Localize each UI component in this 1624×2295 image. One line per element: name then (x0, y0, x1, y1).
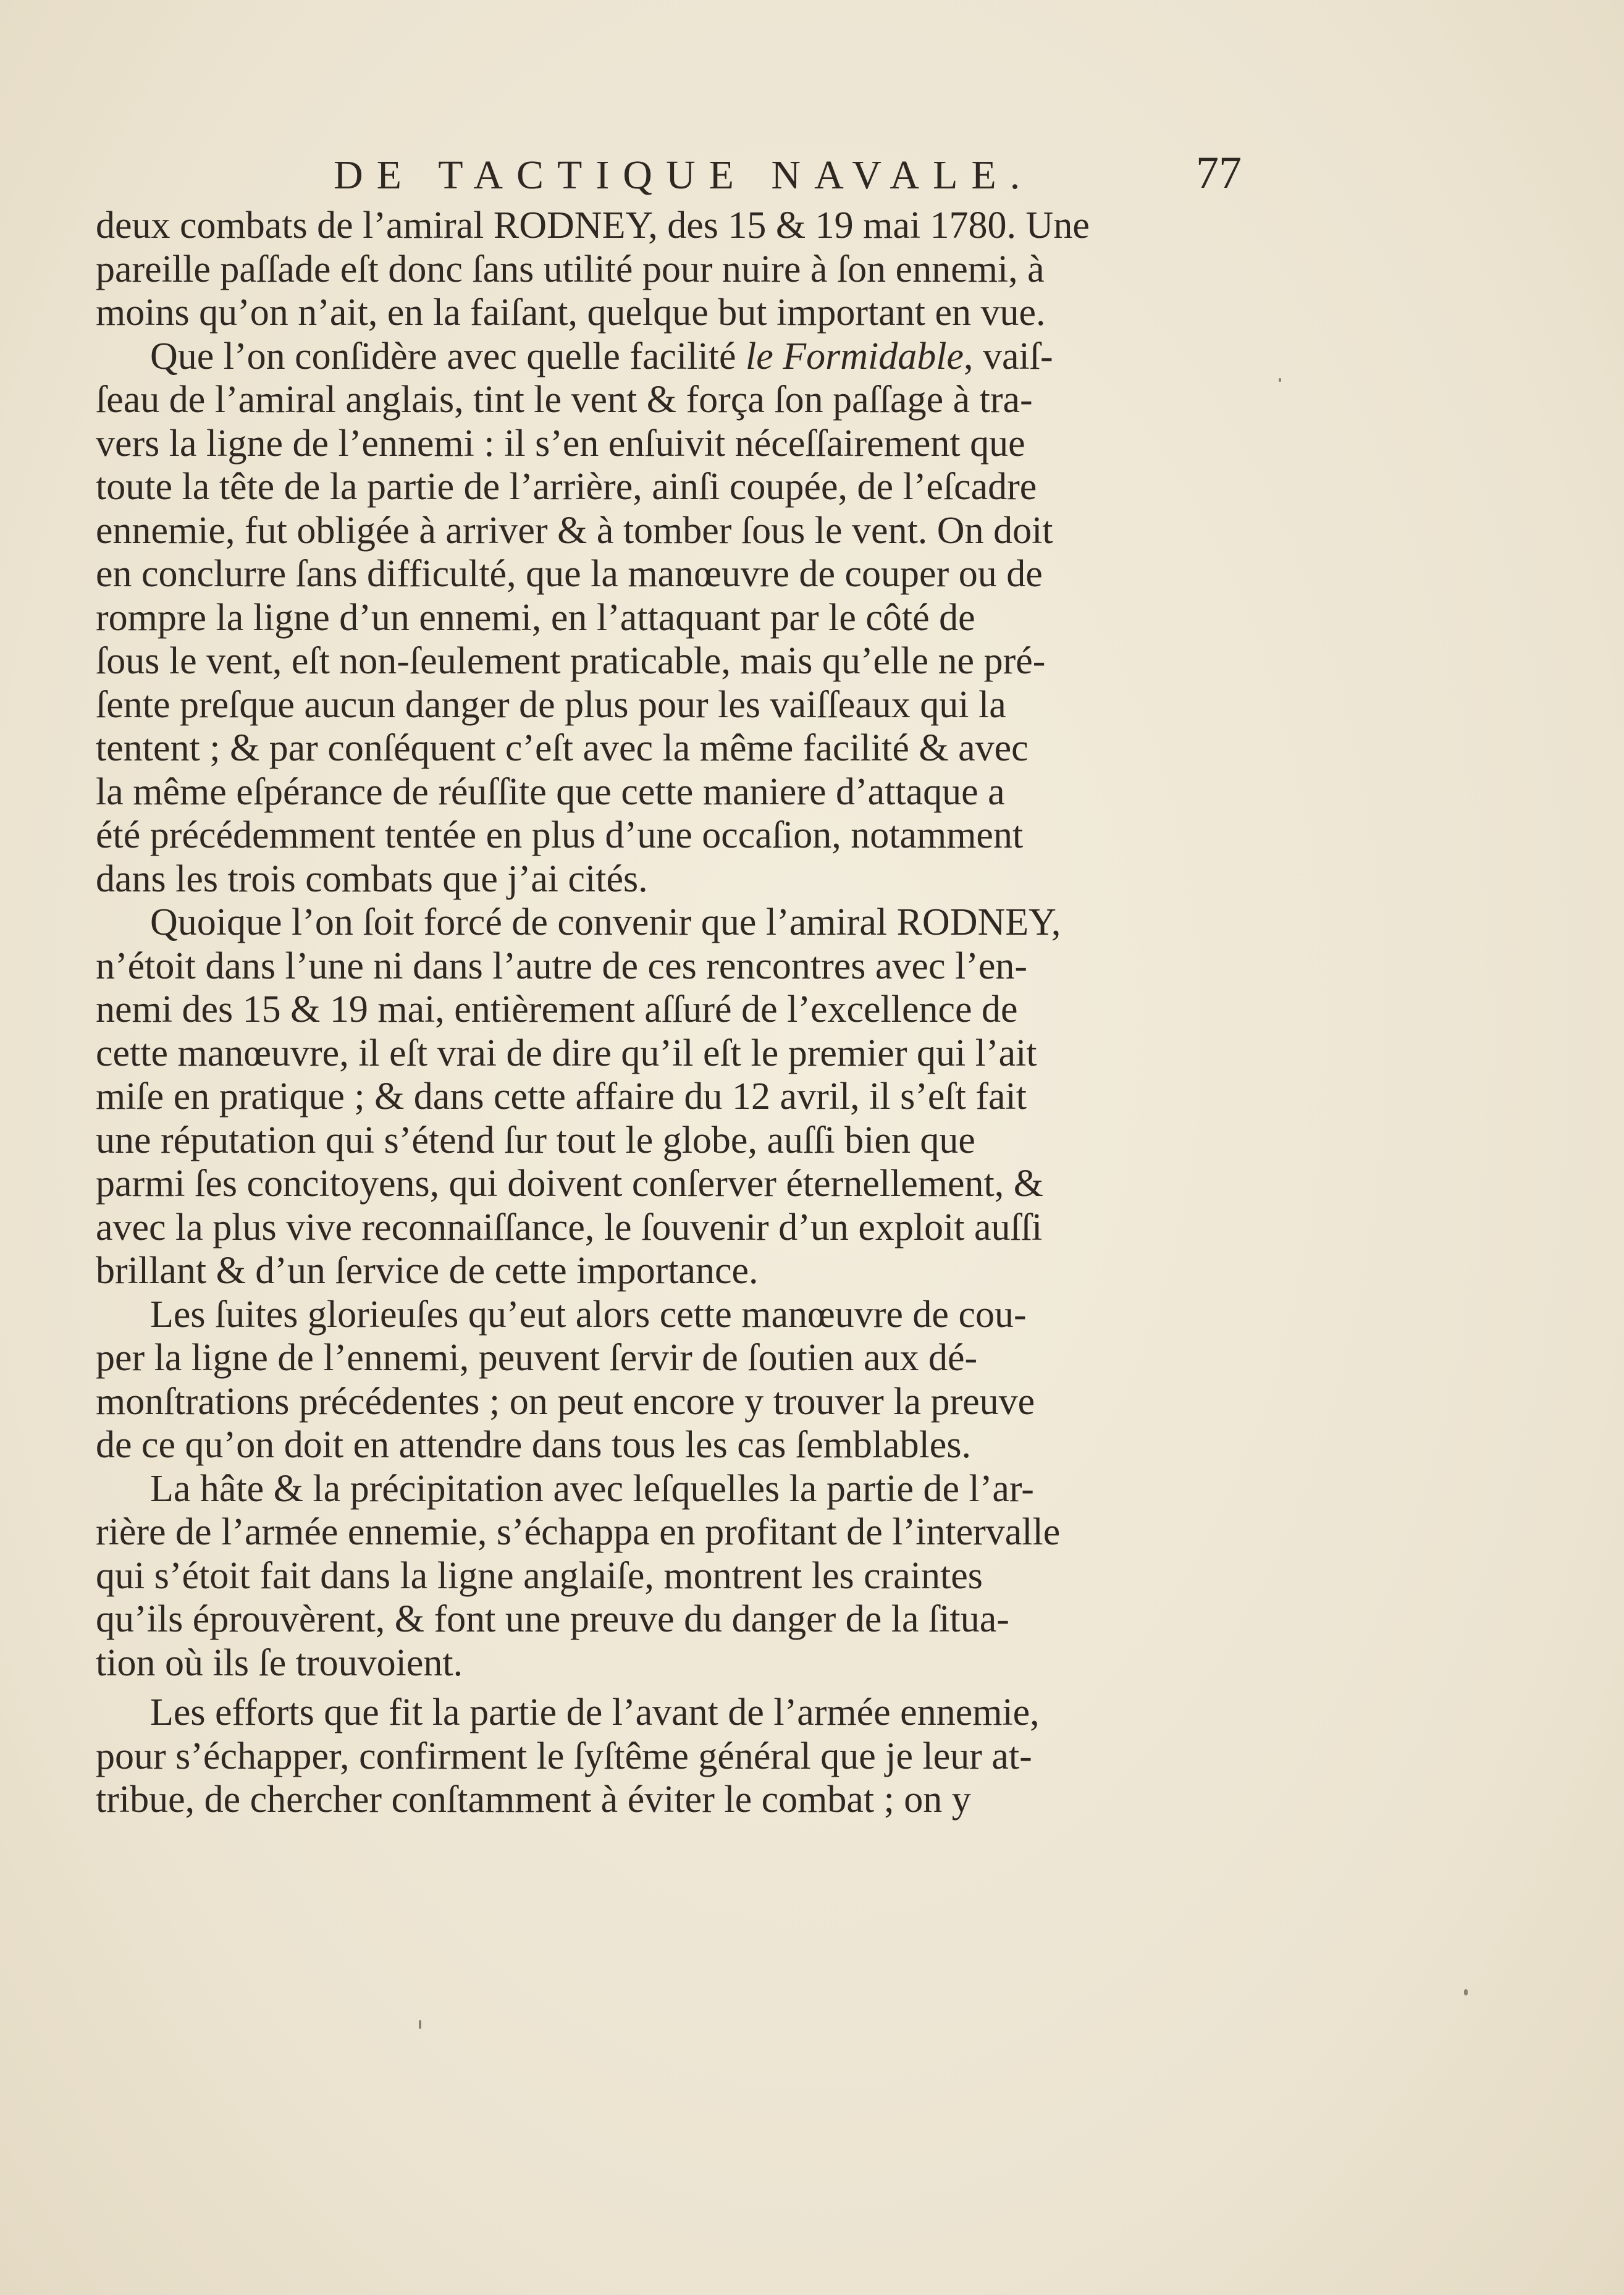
text-line: en conclurre ſans difficulté, que la manœuvre de couper ou de (96, 553, 1043, 595)
text-line: avec la plus vive reconnaiſſance, le ſouvenir d’un exploit auſſi (96, 1206, 1043, 1249)
text-line: Les ſuites glorieuſes qu’eut alors cette manœuvre de cou- (150, 1293, 1027, 1336)
text-line: deux combats de l’amiral RODNEY, des 15 & 19 mai 1780. Une (96, 204, 1090, 246)
text-line: toute la tête de la partie de l’arrière, ainſi coupée, de l’eſcadre (96, 466, 1037, 508)
paper-speck (419, 2020, 421, 2029)
text-line: rompre la ligne d’un ennemi, en l’attaquant par le côté de (96, 596, 975, 639)
running-head (334, 141, 1242, 209)
body-text (96, 204, 1245, 1822)
text-line: moins qu’on n’ait, en la faiſant, quelque but important en vue. (96, 292, 1046, 334)
text-segment: , vaiſ- (963, 335, 1053, 377)
text-line: de ce qu’on doit en attendre dans tous les cas ſemblables. (96, 1424, 971, 1466)
paper-speck (1464, 1989, 1468, 1995)
ship-name: le Formidable (745, 335, 964, 377)
text-line: été précédemment tentée en plus d’une occaſion, notamment (96, 814, 1024, 856)
text-line: pareille paſſade eſt donc ſans utilité pour nuire à ſon ennemi, à (96, 248, 1045, 290)
text-line: tion où ils ſe trouvoient. (96, 1641, 463, 1684)
text-line: pour s’échapper, confirment le ſyſtême général que je leur at- (96, 1735, 1032, 1777)
text-line: miſe en pratique ; & dans cette affaire du 12 avril, il s’eſt fait (96, 1076, 1027, 1118)
paragraph-gap (96, 1685, 1245, 1691)
text-line: cette manœuvre, il eſt vrai de dire qu’il eſt le premier qui l’ait (96, 1032, 1037, 1074)
text-line: tribue, de chercher conſtamment à éviter le combat ; on y (96, 1779, 971, 1821)
text-segment: Que l’on conſidère avec quelle facilité (150, 335, 746, 377)
text-line: La hâte & la précipitation avec leſquelles la partie de l’ar- (150, 1467, 1034, 1510)
text-line: nemi des 15 & 19 mai, entièrement aſſuré de l’excellence de (96, 988, 1018, 1030)
text-line: qu’ils éprouvèrent, & font une preuve du danger de la ſitua- (96, 1598, 1009, 1640)
text-line: qui s’étoit fait dans la ligne anglaiſe, montrent les craintes (96, 1554, 983, 1597)
text-line (96, 335, 1245, 379)
text-line: Les efforts que fit la partie de l’avant de l’armée ennemie, (150, 1691, 1040, 1733)
text-line: Quoique l’on ſoit forcé de convenir que l’amiral RODNEY, (150, 901, 1061, 943)
text-line: vers la ligne de l’ennemi : il s’en enſuivit néceſſairement que (96, 422, 1025, 465)
paper-speck (1279, 378, 1281, 382)
text-line: per la ligne de l’ennemi, peuvent ſervir de ſoutien aux dé- (96, 1337, 978, 1379)
text-line: ſeau de l’amiral anglais, tint le vent & força ſon paſſage à tra- (96, 379, 1033, 421)
text-line: dans les trois combats que j’ai cités. (96, 857, 648, 900)
text-line: ſente preſque aucun danger de plus pour les vaiſſeaux qui la (96, 683, 1006, 726)
text-line: rière de l’armée ennemie, s’échappa en profitant de l’intervalle (96, 1511, 1061, 1553)
text-line: la même eſpérance de réuſſite que cette maniere d’attaque a (96, 770, 1005, 813)
text-line: n’étoit dans l’une ni dans l’autre de ces rencontres avec l’en- (96, 945, 1028, 987)
running-title: DE TACTIQUE NAVALE. (334, 153, 1034, 198)
text-line: une réputation qui s’étend ſur tout le globe, auſſi bien que (96, 1119, 975, 1161)
text-line: ſous le vent, eſt non-ſeulement praticable, mais qu’elle ne pré- (96, 640, 1046, 682)
text-line: brillant & d’un ſervice de cette importance. (96, 1250, 759, 1292)
text-line: tentent ; & par conſéquent c’eſt avec la même facilité & avec (96, 727, 1029, 769)
text-line: ennemie, fut obligée à arriver & à tomber ſous le vent. On doit (96, 509, 1053, 552)
text-line: monſtrations précédentes ; on peut encore y trouver la preuve (96, 1380, 1035, 1423)
page-number: 77 (1196, 148, 1242, 198)
text-line: parmi ſes concitoyens, qui doivent conſerver éternellement, & (96, 1163, 1043, 1205)
